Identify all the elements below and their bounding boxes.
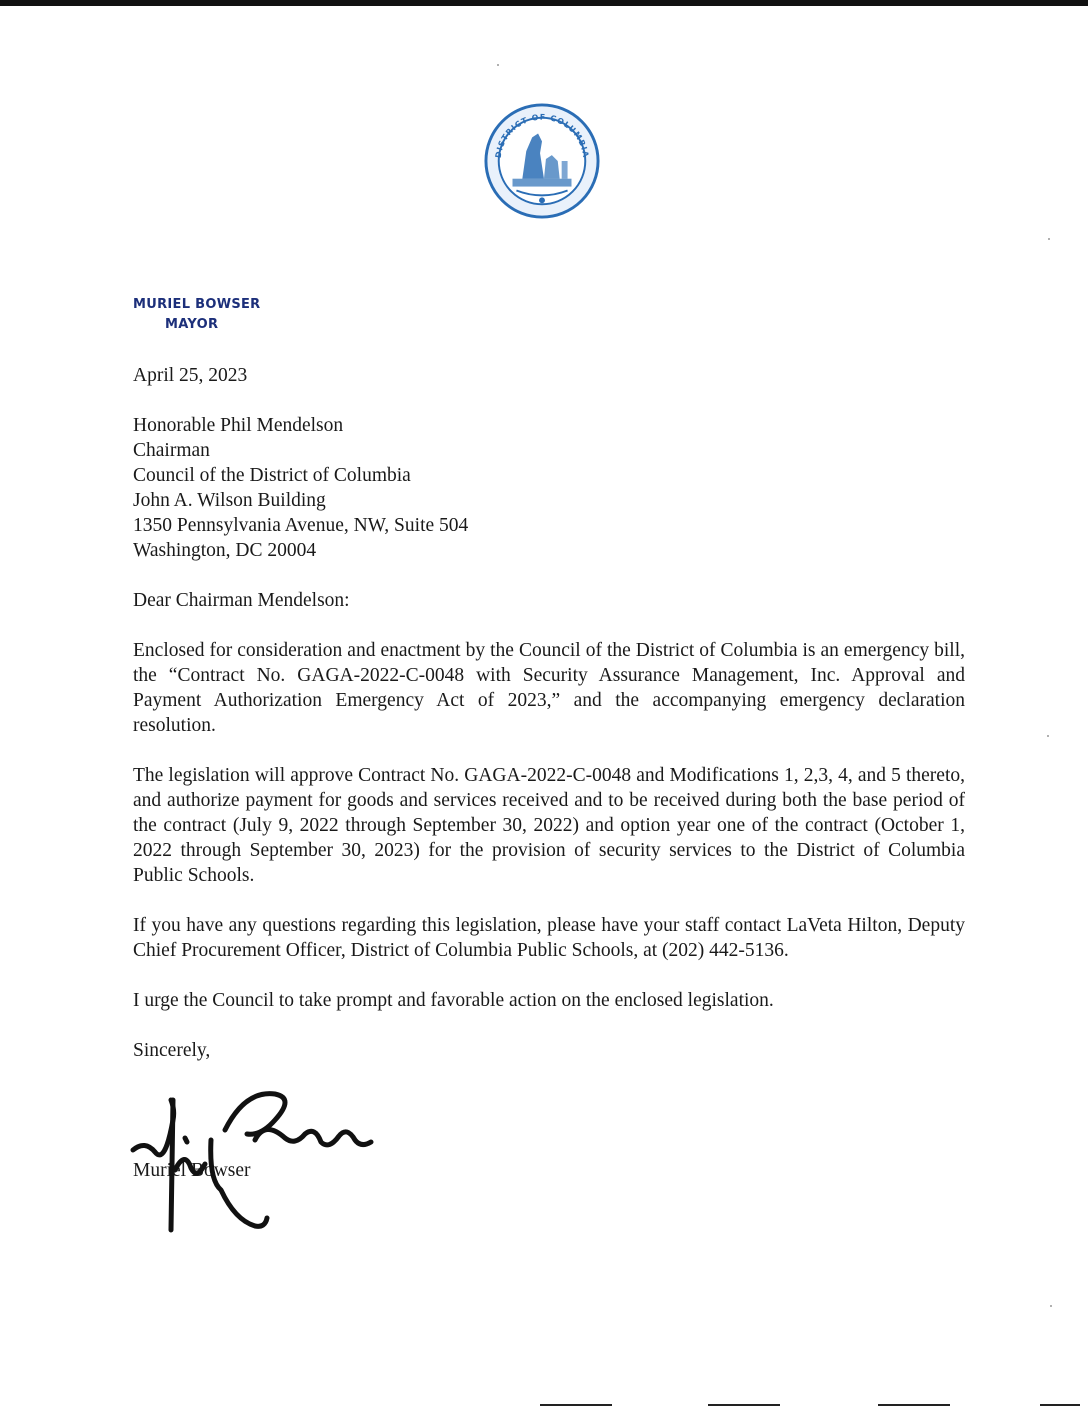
address-line: John A. Wilson Building bbox=[133, 490, 326, 511]
district-of-columbia-seal-icon bbox=[483, 102, 601, 220]
body-paragraph: If you have any questions regarding this legislation, please have your staff contact LaVeta Hilton, Deputy Chief Procurement Officer, District of Columbia Public Schools, at (202) 442-5136. bbox=[133, 915, 965, 961]
body-paragraph: The legislation will approve Contract No. GAGA-2022-C-0048 and Modifications 1, 2,3, 4, and 5 thereto, and authorize payment for goods and services received and to be received during both the base period of the contract (July 9, 2022 through September 30, 2022) and option year one of the contract (October 1, 2022 through September 30, 2023) for the provision of security services to the District of Columbia Public Schools. bbox=[133, 765, 965, 886]
footer-rule bbox=[878, 1404, 950, 1406]
scan-speck bbox=[1047, 735, 1049, 737]
scan-speck bbox=[1048, 238, 1050, 240]
address-line: Council of the District of Columbia bbox=[133, 465, 411, 486]
handwritten-signature bbox=[125, 1080, 385, 1240]
address-line: Honorable Phil Mendelson bbox=[133, 415, 344, 436]
letter-date: April 25, 2023 bbox=[133, 365, 248, 386]
address-line: 1350 Pennsylvania Avenue, NW, Suite 504 bbox=[133, 515, 469, 536]
body-paragraph: Enclosed for consideration and enactment by the Council of the District of Columbia is an emergency bill, the “Contract No. GAGA-2022-C-0048 with Security Assurance Management, Inc. Approval and Payment Authorization Emergency Act of 2023,” and the accompanying emergency declaration resolution. bbox=[133, 640, 965, 736]
scan-speck bbox=[497, 64, 499, 66]
address-line: Washington, DC 20004 bbox=[133, 540, 317, 561]
closing: Sincerely, bbox=[133, 1040, 211, 1061]
mayor-heading bbox=[133, 295, 260, 335]
mayor-name: MURIEL BOWSER bbox=[133, 297, 261, 312]
scan-speck bbox=[1050, 1305, 1052, 1307]
salutation: Dear Chairman Mendelson: bbox=[133, 590, 350, 611]
footer-rule bbox=[540, 1404, 612, 1406]
body-paragraph: I urge the Council to take prompt and favorable action on the enclosed legislation. bbox=[133, 990, 774, 1011]
signature-name: Muriel Bowser bbox=[133, 1160, 251, 1181]
footer-rule bbox=[708, 1404, 780, 1406]
mayor-title: MAYOR bbox=[165, 317, 219, 332]
footer-rule bbox=[1040, 1404, 1080, 1406]
scan-top-edge bbox=[0, 0, 1088, 6]
svg-text:DISTRICT OF COLUMBIA: DISTRICT OF COLUMBIA bbox=[493, 112, 591, 159]
recipient-address bbox=[133, 413, 965, 563]
address-line: Chairman bbox=[133, 440, 210, 461]
